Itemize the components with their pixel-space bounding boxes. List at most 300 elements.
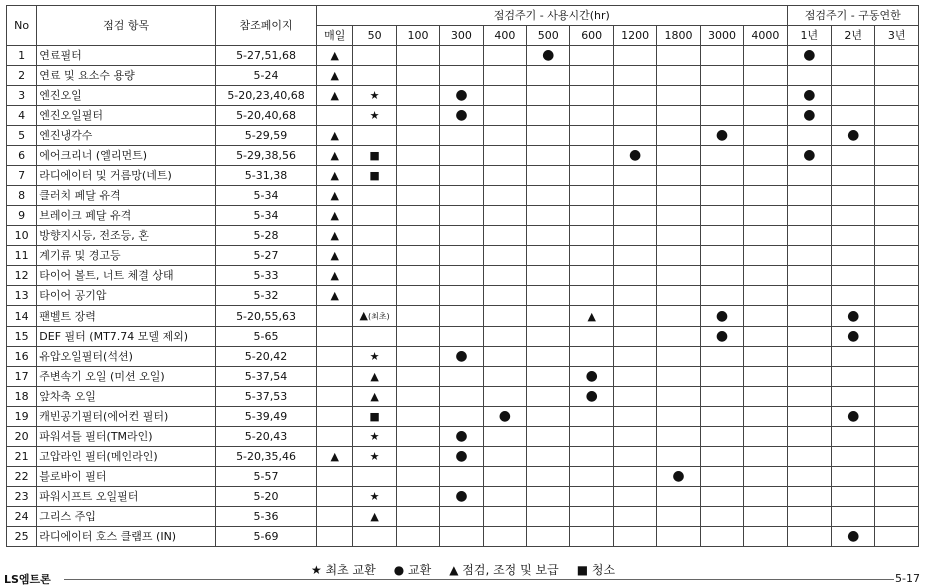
mark-star-icon: ★: [369, 450, 380, 463]
table-row: [7, 106, 919, 126]
row-item: 타이어 공기압: [37, 286, 216, 306]
interval-header: 1200: [613, 26, 656, 46]
interval-header: 4000: [744, 26, 787, 46]
interval-cell: [527, 286, 570, 306]
interval-cell: [832, 407, 875, 427]
interval-cell: [832, 186, 875, 206]
interval-cell: [700, 407, 743, 427]
interval-cell: [875, 427, 919, 447]
table-row: [7, 286, 919, 306]
row-number: 4: [7, 106, 37, 126]
row-item: 라디에이터 및 거름망(네트): [37, 166, 216, 186]
row-ref-page: 5-57: [216, 467, 317, 487]
interval-cell: [832, 246, 875, 266]
maintenance-schedule: [6, 5, 919, 547]
interval-cell: [527, 86, 570, 106]
interval-cell: [396, 487, 439, 507]
interval-cell: [570, 367, 613, 387]
interval-cell: [657, 367, 700, 387]
interval-cell: [527, 347, 570, 367]
interval-cell: [440, 226, 483, 246]
row-number: 2: [7, 66, 37, 86]
interval-cell: [353, 527, 396, 547]
table-row: [7, 246, 919, 266]
mark-triangle-icon: ▲: [330, 149, 339, 162]
table-row: [7, 507, 919, 527]
row-item: 팬벨트 장력: [37, 306, 216, 327]
interval-cell: [440, 507, 483, 527]
interval-cell: [483, 507, 526, 527]
interval-cell: [744, 226, 787, 246]
row-ref-page: 5-27,51,68: [216, 46, 317, 66]
interval-cell: [396, 146, 439, 166]
interval-cell: [396, 367, 439, 387]
table-row: [7, 186, 919, 206]
row-number: 20: [7, 427, 37, 447]
row-number: 13: [7, 286, 37, 306]
interval-cell: [527, 166, 570, 186]
row-ref-page: 5-65: [216, 327, 317, 347]
interval-cell: [657, 266, 700, 286]
interval-cell: [875, 226, 919, 246]
interval-cell: [613, 226, 656, 246]
interval-cell: [613, 427, 656, 447]
interval-cell: [353, 166, 396, 186]
row-number: 21: [7, 447, 37, 467]
mark-dot-icon: ●: [803, 87, 816, 103]
interval-cell: [317, 86, 353, 106]
table-row: [7, 166, 919, 186]
interval-cell: [527, 186, 570, 206]
interval-cell: [700, 527, 743, 547]
interval-cell: [527, 387, 570, 407]
interval-cell: [527, 367, 570, 387]
mark-triangle-icon: ▲: [370, 370, 379, 383]
row-number: 6: [7, 146, 37, 166]
interval-cell: [396, 327, 439, 347]
interval-cell: [613, 327, 656, 347]
row-number: 7: [7, 166, 37, 186]
mark-triangle-icon: ▲: [330, 289, 339, 302]
interval-cell: [396, 106, 439, 126]
interval-cell: [832, 327, 875, 347]
mark-dot-icon: ●: [629, 147, 642, 163]
interval-cell: [317, 347, 353, 367]
interval-cell: [744, 246, 787, 266]
interval-cell: [317, 146, 353, 166]
mark-dot-icon: ●: [542, 47, 555, 63]
mark-dot-icon: ●: [455, 428, 468, 444]
mark-dot-icon: ●: [715, 307, 729, 324]
mark-dot-icon: ●: [847, 328, 860, 344]
interval-cell: [700, 126, 743, 146]
row-item: 엔진냉각수: [37, 126, 216, 146]
row-item: 앞차축 오일: [37, 387, 216, 407]
interval-cell: [527, 467, 570, 487]
interval-cell: [700, 467, 743, 487]
interval-cell: [527, 106, 570, 126]
row-ref-page: 5-20: [216, 487, 317, 507]
row-item: 계기류 및 경고등: [37, 246, 216, 266]
mark-triangle-icon: ▲: [330, 189, 339, 202]
interval-cell: [744, 286, 787, 306]
header-hours-group: 점검주기 - 사용시간(hr): [317, 6, 788, 26]
interval-cell: [570, 467, 613, 487]
mark-dot-icon: ●: [585, 368, 598, 384]
interval-cell: [700, 306, 743, 327]
interval-cell: [657, 286, 700, 306]
table-row: [7, 266, 919, 286]
interval-cell: [396, 306, 439, 327]
interval-cell: [353, 467, 396, 487]
interval-cell: [613, 46, 656, 66]
interval-cell: [353, 286, 396, 306]
interval-cell: [657, 146, 700, 166]
interval-cell: [744, 66, 787, 86]
interval-cell: [570, 206, 613, 226]
interval-cell: [613, 66, 656, 86]
interval-cell: [317, 527, 353, 547]
mark-dot-icon: ●: [847, 528, 860, 544]
interval-cell: [744, 527, 787, 547]
interval-cell: [657, 447, 700, 467]
mark-dot-icon: ●: [803, 147, 816, 163]
interval-cell: [700, 86, 743, 106]
interval-cell: [317, 367, 353, 387]
interval-cell: [657, 507, 700, 527]
interval-cell: [657, 66, 700, 86]
interval-cell: [483, 266, 526, 286]
interval-cell: [787, 527, 831, 547]
mark-triangle-icon: ▲: [330, 69, 339, 82]
interval-cell: [440, 347, 483, 367]
table-row: [7, 327, 919, 347]
interval-cell: [700, 226, 743, 246]
row-item: 타이어 볼트, 너트 체결 상태: [37, 266, 216, 286]
interval-cell: [527, 266, 570, 286]
maintenance-table: [6, 5, 919, 547]
mark-star-icon: ★: [369, 109, 380, 122]
interval-cell: [657, 527, 700, 547]
interval-cell: [787, 367, 831, 387]
interval-cell: [613, 527, 656, 547]
row-ref-page: 5-33: [216, 266, 317, 286]
mark-dot-icon: ●: [672, 468, 685, 484]
interval-cell: [744, 166, 787, 186]
interval-cell: [875, 106, 919, 126]
interval-cell: [317, 447, 353, 467]
interval-cell: [700, 146, 743, 166]
interval-cell: [657, 126, 700, 146]
interval-cell: [440, 266, 483, 286]
interval-cell: [700, 46, 743, 66]
interval-cell: [787, 186, 831, 206]
interval-cell: [700, 106, 743, 126]
interval-cell: [613, 206, 656, 226]
interval-cell: [440, 66, 483, 86]
interval-cell: [832, 347, 875, 367]
interval-cell: [353, 367, 396, 387]
row-item: 클러치 페달 유격: [37, 186, 216, 206]
interval-cell: [396, 407, 439, 427]
interval-cell: [657, 186, 700, 206]
interval-cell: [787, 66, 831, 86]
interval-cell: [353, 46, 396, 66]
first-time-note: (최초): [367, 312, 390, 321]
interval-cell: [700, 347, 743, 367]
interval-cell: [613, 286, 656, 306]
mark-triangle-icon: ▲: [330, 249, 339, 262]
interval-cell: [396, 206, 439, 226]
interval-cell: [570, 106, 613, 126]
interval-cell: [353, 327, 396, 347]
interval-cell: [657, 327, 700, 347]
interval-cell: [396, 186, 439, 206]
interval-cell: [353, 427, 396, 447]
interval-cell: [657, 467, 700, 487]
interval-cell: [700, 166, 743, 186]
interval-cell: [744, 46, 787, 66]
interval-cell: [613, 507, 656, 527]
interval-cell: [657, 487, 700, 507]
row-ref-page: 5-34: [216, 186, 317, 206]
interval-cell: [613, 86, 656, 106]
interval-cell: [787, 146, 831, 166]
interval-cell: [744, 306, 787, 327]
interval-cell: [832, 487, 875, 507]
row-ref-page: 5-27: [216, 246, 317, 266]
table-body: [7, 46, 919, 547]
mark-star-icon: ★: [369, 350, 380, 363]
interval-cell: [744, 407, 787, 427]
row-item: 고압라인 필터(메인라인): [37, 447, 216, 467]
interval-cell: [657, 306, 700, 327]
interval-cell: [744, 367, 787, 387]
interval-cell: [527, 527, 570, 547]
interval-cell: [570, 286, 613, 306]
interval-cell: [483, 347, 526, 367]
interval-cell: [613, 126, 656, 146]
row-item: 캐빈공기필터(에어컨 필터): [37, 407, 216, 427]
mark-triangle-icon: ▲: [370, 390, 379, 403]
interval-cell: [657, 166, 700, 186]
table-row: [7, 206, 919, 226]
interval-cell: [657, 427, 700, 447]
interval-cell: [832, 527, 875, 547]
interval-cell: [440, 146, 483, 166]
table-row: [7, 66, 919, 86]
mark-dot-icon: ●: [585, 388, 598, 404]
interval-cell: [700, 387, 743, 407]
interval-cell: [527, 447, 570, 467]
row-item: DEF 필터 (MT7.74 모델 제외): [37, 327, 216, 347]
interval-cell: [744, 327, 787, 347]
interval-cell: [483, 126, 526, 146]
row-number: 10: [7, 226, 37, 246]
interval-cell: [657, 206, 700, 226]
row-ref-page: 5-39,49: [216, 407, 317, 427]
interval-cell: [396, 467, 439, 487]
interval-cell: [570, 66, 613, 86]
interval-cell: [483, 206, 526, 226]
mark-triangle-icon: ▲: [330, 229, 339, 242]
interval-cell: [440, 186, 483, 206]
interval-cell: [396, 447, 439, 467]
interval-cell: [353, 266, 396, 286]
table-row: [7, 126, 919, 146]
legend-item: [577, 563, 615, 577]
interval-cell: [353, 447, 396, 467]
mark-dot-icon: ●: [715, 328, 729, 344]
interval-cell: [527, 246, 570, 266]
row-item: 에어크리너 (엘리먼트): [37, 146, 216, 166]
interval-cell: [613, 387, 656, 407]
mark-square-icon: ■: [369, 149, 380, 162]
footer-divider: [64, 579, 894, 580]
header-item: 점검 항목: [37, 6, 216, 46]
interval-cell: [483, 327, 526, 347]
interval-cell: [744, 126, 787, 146]
row-ref-page: 5-32: [216, 286, 317, 306]
mark-dot-icon: ●: [455, 488, 468, 504]
interval-cell: [527, 487, 570, 507]
interval-cell: [613, 146, 656, 166]
table-row: [7, 527, 919, 547]
interval-cell: [317, 387, 353, 407]
interval-cell: [527, 427, 570, 447]
interval-cell: [787, 407, 831, 427]
mark-dot-icon: ●: [498, 408, 511, 424]
mark-square-icon: ■: [369, 410, 380, 423]
interval-cell: [570, 186, 613, 206]
interval-cell: [700, 286, 743, 306]
interval-cell: [483, 66, 526, 86]
interval-cell: [787, 387, 831, 407]
legend-item: [311, 563, 376, 577]
interval-header: 100: [396, 26, 439, 46]
interval-cell: [613, 106, 656, 126]
row-number: 3: [7, 86, 37, 106]
interval-cell: [613, 487, 656, 507]
interval-cell: [527, 327, 570, 347]
table-row: [7, 467, 919, 487]
interval-cell: [483, 487, 526, 507]
interval-cell: [787, 106, 831, 126]
interval-cell: [657, 86, 700, 106]
table-row: [7, 427, 919, 447]
table-row: [7, 347, 919, 367]
interval-cell: [787, 266, 831, 286]
legend-symbol-icon: ▲: [449, 563, 459, 577]
interval-cell: [483, 246, 526, 266]
interval-cell: [353, 407, 396, 427]
table-row: [7, 46, 919, 66]
row-item: 연료필터: [37, 46, 216, 66]
interval-cell: [832, 126, 875, 146]
mark-dot-icon: ●: [847, 307, 860, 324]
interval-cell: [527, 507, 570, 527]
mark-dot-icon: ●: [455, 348, 468, 364]
table-row: [7, 367, 919, 387]
interval-header: 3년: [875, 26, 919, 46]
interval-cell: [317, 306, 353, 327]
interval-cell: [483, 407, 526, 427]
interval-cell: [570, 166, 613, 186]
interval-cell: [832, 66, 875, 86]
interval-cell: [317, 226, 353, 246]
interval-cell: [613, 266, 656, 286]
interval-cell: [875, 46, 919, 66]
interval-cell: [483, 467, 526, 487]
row-number: 1: [7, 46, 37, 66]
interval-cell: [317, 407, 353, 427]
interval-cell: [440, 467, 483, 487]
interval-cell: [396, 86, 439, 106]
row-ref-page: 5-20,40,68: [216, 106, 317, 126]
interval-cell: [744, 186, 787, 206]
mark-triangle_first-icon: ▲: [359, 309, 368, 322]
mark-star-icon: ★: [369, 430, 380, 443]
interval-cell: [744, 487, 787, 507]
interval-cell: [832, 507, 875, 527]
interval-cell: [613, 306, 656, 327]
row-item: 방향지시등, 전조등, 혼: [37, 226, 216, 246]
interval-cell: [570, 126, 613, 146]
row-ref-page: 5-20,42: [216, 347, 317, 367]
row-item: 파워시프트 오일필터: [37, 487, 216, 507]
interval-cell: [744, 507, 787, 527]
row-number: 9: [7, 206, 37, 226]
row-ref-page: 5-34: [216, 206, 317, 226]
interval-cell: [396, 286, 439, 306]
interval-cell: [317, 427, 353, 447]
interval-cell: [317, 126, 353, 146]
interval-cell: [744, 86, 787, 106]
interval-cell: [483, 286, 526, 306]
row-ref-page: 5-20,23,40,68: [216, 86, 317, 106]
mark-dot-icon: ●: [847, 408, 860, 424]
interval-cell: [875, 347, 919, 367]
interval-cell: [396, 507, 439, 527]
mark-dot-icon: ●: [803, 107, 816, 123]
interval-cell: [440, 86, 483, 106]
interval-cell: [527, 306, 570, 327]
interval-cell: [832, 387, 875, 407]
row-item: 주변속기 오일 (미션 오일): [37, 367, 216, 387]
interval-cell: [440, 487, 483, 507]
legend-symbol-icon: ■: [576, 563, 589, 577]
row-ref-page: 5-20,43: [216, 427, 317, 447]
interval-cell: [570, 226, 613, 246]
interval-cell: [483, 86, 526, 106]
interval-cell: [875, 246, 919, 266]
row-number: 22: [7, 467, 37, 487]
interval-cell: [700, 447, 743, 467]
row-item: 파워셔틀 필터(TM라인): [37, 427, 216, 447]
interval-cell: [570, 527, 613, 547]
interval-cell: [875, 527, 919, 547]
row-ref-page: 5-20,35,46: [216, 447, 317, 467]
interval-cell: [483, 367, 526, 387]
interval-cell: [744, 146, 787, 166]
interval-cell: [440, 387, 483, 407]
table-row: [7, 226, 919, 246]
interval-cell: [570, 507, 613, 527]
interval-cell: [875, 407, 919, 427]
interval-cell: [317, 246, 353, 266]
interval-cell: [317, 467, 353, 487]
interval-cell: [483, 427, 526, 447]
